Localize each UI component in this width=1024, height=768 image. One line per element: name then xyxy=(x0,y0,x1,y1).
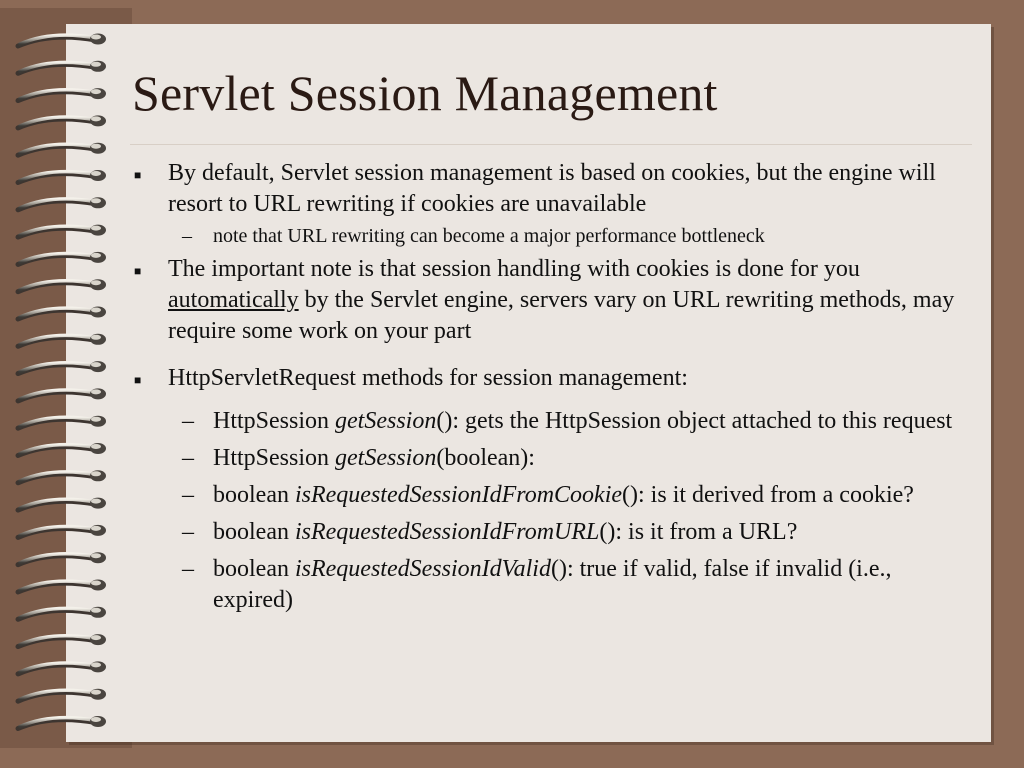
spiral-ring-icon xyxy=(18,661,106,674)
spiral-binding-icon xyxy=(0,26,120,738)
bullet-2-emphasis: automatically xyxy=(168,287,299,313)
method-description: (boolean): xyxy=(436,445,535,471)
spiral-ring-icon xyxy=(18,225,106,238)
slide-body xyxy=(130,158,970,616)
method-return-type: boolean xyxy=(213,482,295,508)
spiral-ring-icon xyxy=(18,279,106,292)
method-return-type: HttpSession xyxy=(213,408,336,434)
spiral-ring-icon xyxy=(18,170,106,183)
spiral-ring-icon xyxy=(18,388,106,401)
dash-bullet-icon: – xyxy=(182,482,194,508)
spiral-ring-icon xyxy=(18,689,106,702)
dash-bullet-icon: – xyxy=(182,225,192,247)
method-name: isRequestedSessionIdValid xyxy=(294,556,551,582)
spiral-ring-icon xyxy=(18,580,106,593)
dash-bullet-icon: – xyxy=(182,408,194,434)
bullet-2-text-after: by the Servlet engine, servers vary on URL rewriting methods, may require some work on your part xyxy=(168,287,955,344)
square-bullet-icon: ■ xyxy=(134,168,142,182)
spiral-ring-icon xyxy=(18,252,106,265)
method-description: (): is it from a URL? xyxy=(599,519,798,545)
dash-bullet-icon: – xyxy=(182,445,194,471)
slide-title: Servlet Session Management xyxy=(132,65,718,121)
spiral-ring-icon xyxy=(18,716,106,729)
method-item xyxy=(130,480,970,511)
bullet-1-sub-1-text: note that URL rewriting can become a major performance bottleneck xyxy=(213,225,765,247)
spiral-ring-icon xyxy=(18,634,106,647)
method-description: (): true if valid, false if invalid (i.e., expired) xyxy=(213,556,892,613)
spiral-ring-icon xyxy=(18,197,106,210)
spiral-ring-icon xyxy=(18,607,106,620)
spiral-ring-icon xyxy=(18,361,106,374)
dash-bullet-icon: – xyxy=(182,519,194,545)
method-return-type: HttpSession xyxy=(213,445,336,471)
dash-bullet-icon: – xyxy=(182,556,194,582)
bullet-2 xyxy=(130,254,970,347)
bullet-1-sub-1 xyxy=(130,222,970,250)
method-item xyxy=(130,406,970,437)
square-bullet-icon: ■ xyxy=(134,264,142,278)
spiral-ring-icon xyxy=(18,88,106,101)
spiral-ring-icon xyxy=(18,307,106,320)
method-description: (): gets the HttpSession object attached to this request xyxy=(436,408,953,434)
spiral-ring-icon xyxy=(18,552,106,565)
spiral-ring-icon xyxy=(18,143,106,156)
spiral-ring-icon xyxy=(18,34,106,47)
bullet-1-text: By default, Servlet session management is based on cookies, but the engine will resort to URL rewriting if cookies are unavailable xyxy=(168,160,936,217)
spiral-ring-icon xyxy=(18,115,106,128)
method-return-type: boolean xyxy=(213,556,295,582)
square-bullet-icon: ■ xyxy=(134,373,142,387)
spiral-ring-icon xyxy=(18,470,106,483)
method-return-type: boolean xyxy=(213,519,295,545)
spiral-ring-icon xyxy=(18,525,106,538)
method-name: getSession xyxy=(335,408,437,434)
title-divider xyxy=(130,144,972,145)
method-description: (): is it derived from a cookie? xyxy=(622,482,914,508)
bullet-2-text-before: The important note is that session handling with cookies is done for you xyxy=(168,256,860,282)
bullet-1 xyxy=(130,158,970,220)
method-item xyxy=(130,517,970,548)
method-item xyxy=(130,554,970,616)
bullet-3 xyxy=(130,363,970,394)
spiral-ring-icon xyxy=(18,334,106,347)
method-name: isRequestedSessionIdFromURL xyxy=(294,519,600,545)
spiral-ring-icon xyxy=(18,416,106,429)
method-name: isRequestedSessionIdFromCookie xyxy=(294,482,623,508)
spiral-ring-icon xyxy=(18,498,106,511)
bullet-3-text: HttpServletRequest methods for session management: xyxy=(168,365,688,391)
method-name: getSession xyxy=(335,445,437,471)
spiral-ring-icon xyxy=(18,443,106,456)
spiral-ring-icon xyxy=(18,61,106,74)
method-item xyxy=(130,443,970,474)
